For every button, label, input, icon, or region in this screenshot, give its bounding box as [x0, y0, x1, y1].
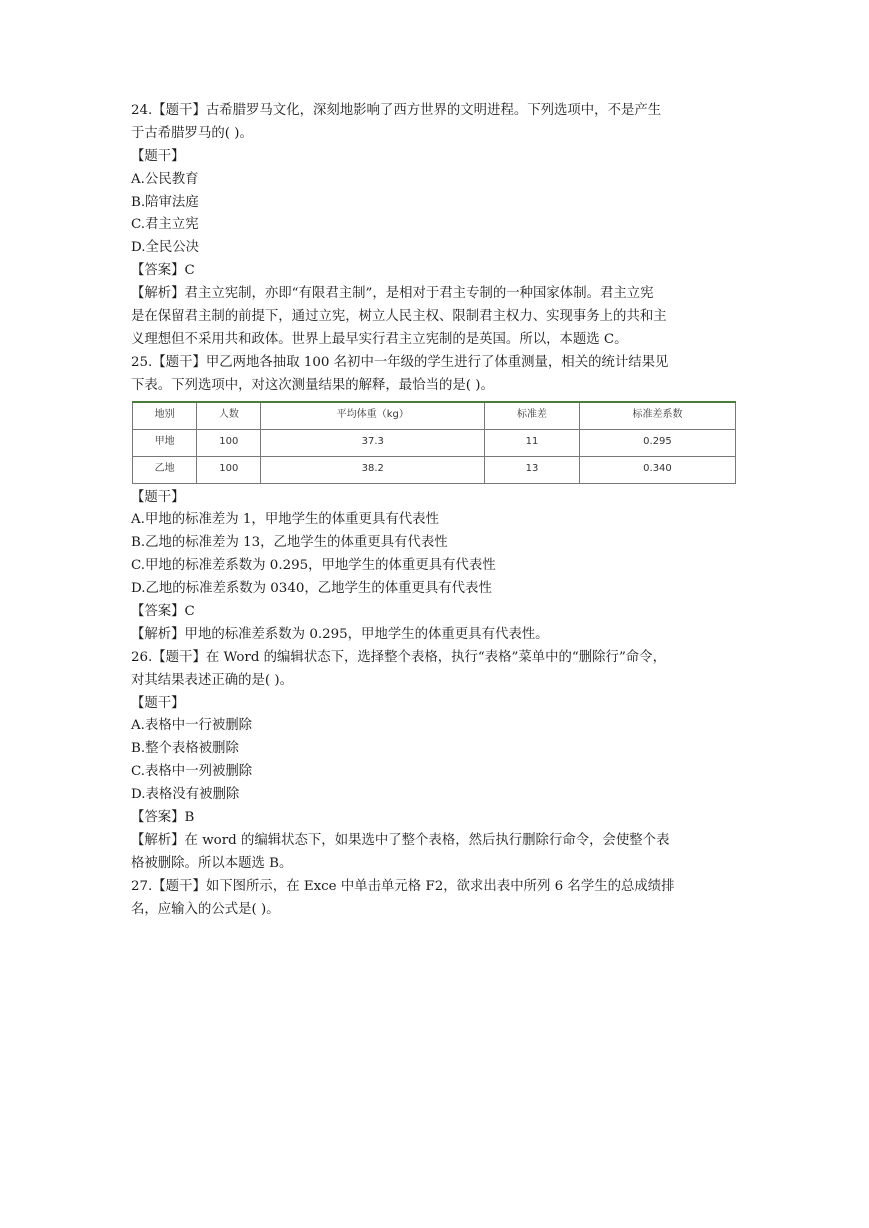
answer: 【答案】B: [131, 810, 195, 826]
option-d: D.表格没有被删除: [131, 787, 240, 803]
question-stem-continued: 下表。下列选项中，对这次测量结果的解释，最恰当的是( )。: [131, 377, 494, 393]
question-stem: 25.【题干】甲乙两地各抽取 100 名初中一年级的学生进行了体重测量，相关的统计结果见: [131, 354, 669, 370]
option-a: A.表格中一行被删除: [131, 718, 253, 734]
question-25: [131, 352, 739, 647]
column-header: 平均体重（kg）: [261, 402, 485, 430]
column-header: 人数: [197, 402, 261, 430]
table-cell: 100: [197, 429, 261, 456]
option-b: B.陪审法庭: [131, 194, 199, 210]
option-c: C.表格中一列被删除: [131, 764, 253, 780]
answer: 【答案】C: [131, 263, 195, 279]
table-cell: 0.295: [579, 429, 735, 456]
table-cell: 0.340: [579, 456, 735, 483]
option-c: C.君主立宪: [131, 217, 199, 233]
question-stem-continued: 对其结果表述正确的是( )。: [131, 672, 294, 688]
question-stem-continued: 名，应输入的公式是( )。: [131, 901, 280, 917]
question-stem: 26.【题干】在 Word 的编辑状态下，选择整个表格，执行“表格”菜单中的“删除行”命令，: [131, 649, 666, 665]
option-b: B.整个表格被删除: [131, 741, 239, 757]
question-24: [131, 100, 739, 352]
stem-tag: 【题干】: [131, 489, 185, 505]
column-header: 标准差系数: [579, 402, 735, 430]
option-b: B.乙地的标准差为 13，乙地学生的体重更具有代表性: [131, 535, 448, 551]
option-d: D.乙地的标准差系数为 0340，乙地学生的体重更具有代表性: [131, 581, 492, 597]
analysis-line: 格被删除。所以本题选 B。: [131, 855, 293, 871]
question-26: [131, 647, 739, 876]
table-row: [133, 429, 736, 456]
table-cell: 100: [197, 456, 261, 483]
table-cell: 13: [485, 456, 580, 483]
stem-tag: 【题干】: [131, 148, 185, 164]
analysis-line: 义理想但不采用共和政体。世界上最早实行君主立宪制的是英国。所以，本题选 C。: [131, 331, 628, 347]
table-header-row: [133, 402, 736, 430]
column-header: 地别: [133, 402, 197, 430]
option-a: A.甲地的标准差为 1，甲地学生的体重更具有代表性: [131, 512, 439, 528]
table-cell: 37.3: [261, 429, 485, 456]
question-stem: 24.【题干】古希腊罗马文化，深刻地影响了西方世界的文明进程。下列选项中，不是产生: [131, 103, 662, 118]
analysis-line: 【解析】在 word 的编辑状态下，如果选中了整个表格，然后执行删除行命令，会使整个表: [131, 832, 670, 848]
document-page: [131, 100, 739, 922]
option-d: D.全民公决: [131, 240, 200, 256]
stem-tag: 【题干】: [131, 695, 185, 711]
analysis-line: 【解析】甲地的标准差系数为 0.295，甲地学生的体重更具有代表性。: [131, 626, 549, 642]
table-cell: 甲地: [133, 429, 197, 456]
question-27: [131, 876, 739, 922]
analysis-line: 是在保留君主制的前提下，通过立宪，树立人民主权、限制君主权力、实现事务上的共和主: [131, 309, 667, 325]
answer: 【答案】C: [131, 604, 195, 620]
weight-statistics-table: [132, 401, 736, 484]
question-stem: 27.【题干】如下图所示，在 Exce 中单击单元格 F2，欲求出表中所列 6 名学生的总成绩排: [131, 878, 675, 894]
table-cell: 38.2: [261, 456, 485, 483]
analysis-line: 【解析】君主立宪制，亦即“有限君主制”，是相对于君主专制的一种国家体制。君主立宪: [131, 286, 654, 302]
table-cell: 11: [485, 429, 580, 456]
table-cell: 乙地: [133, 456, 197, 483]
option-c: C.甲地的标准差系数为 0.295，甲地学生的体重更具有代表性: [131, 558, 496, 574]
question-stem-continued: 于古希腊罗马的( )。: [131, 125, 253, 141]
column-header: 标准差: [485, 402, 580, 430]
table-row: [133, 456, 736, 483]
option-a: A.公民教育: [131, 171, 199, 187]
